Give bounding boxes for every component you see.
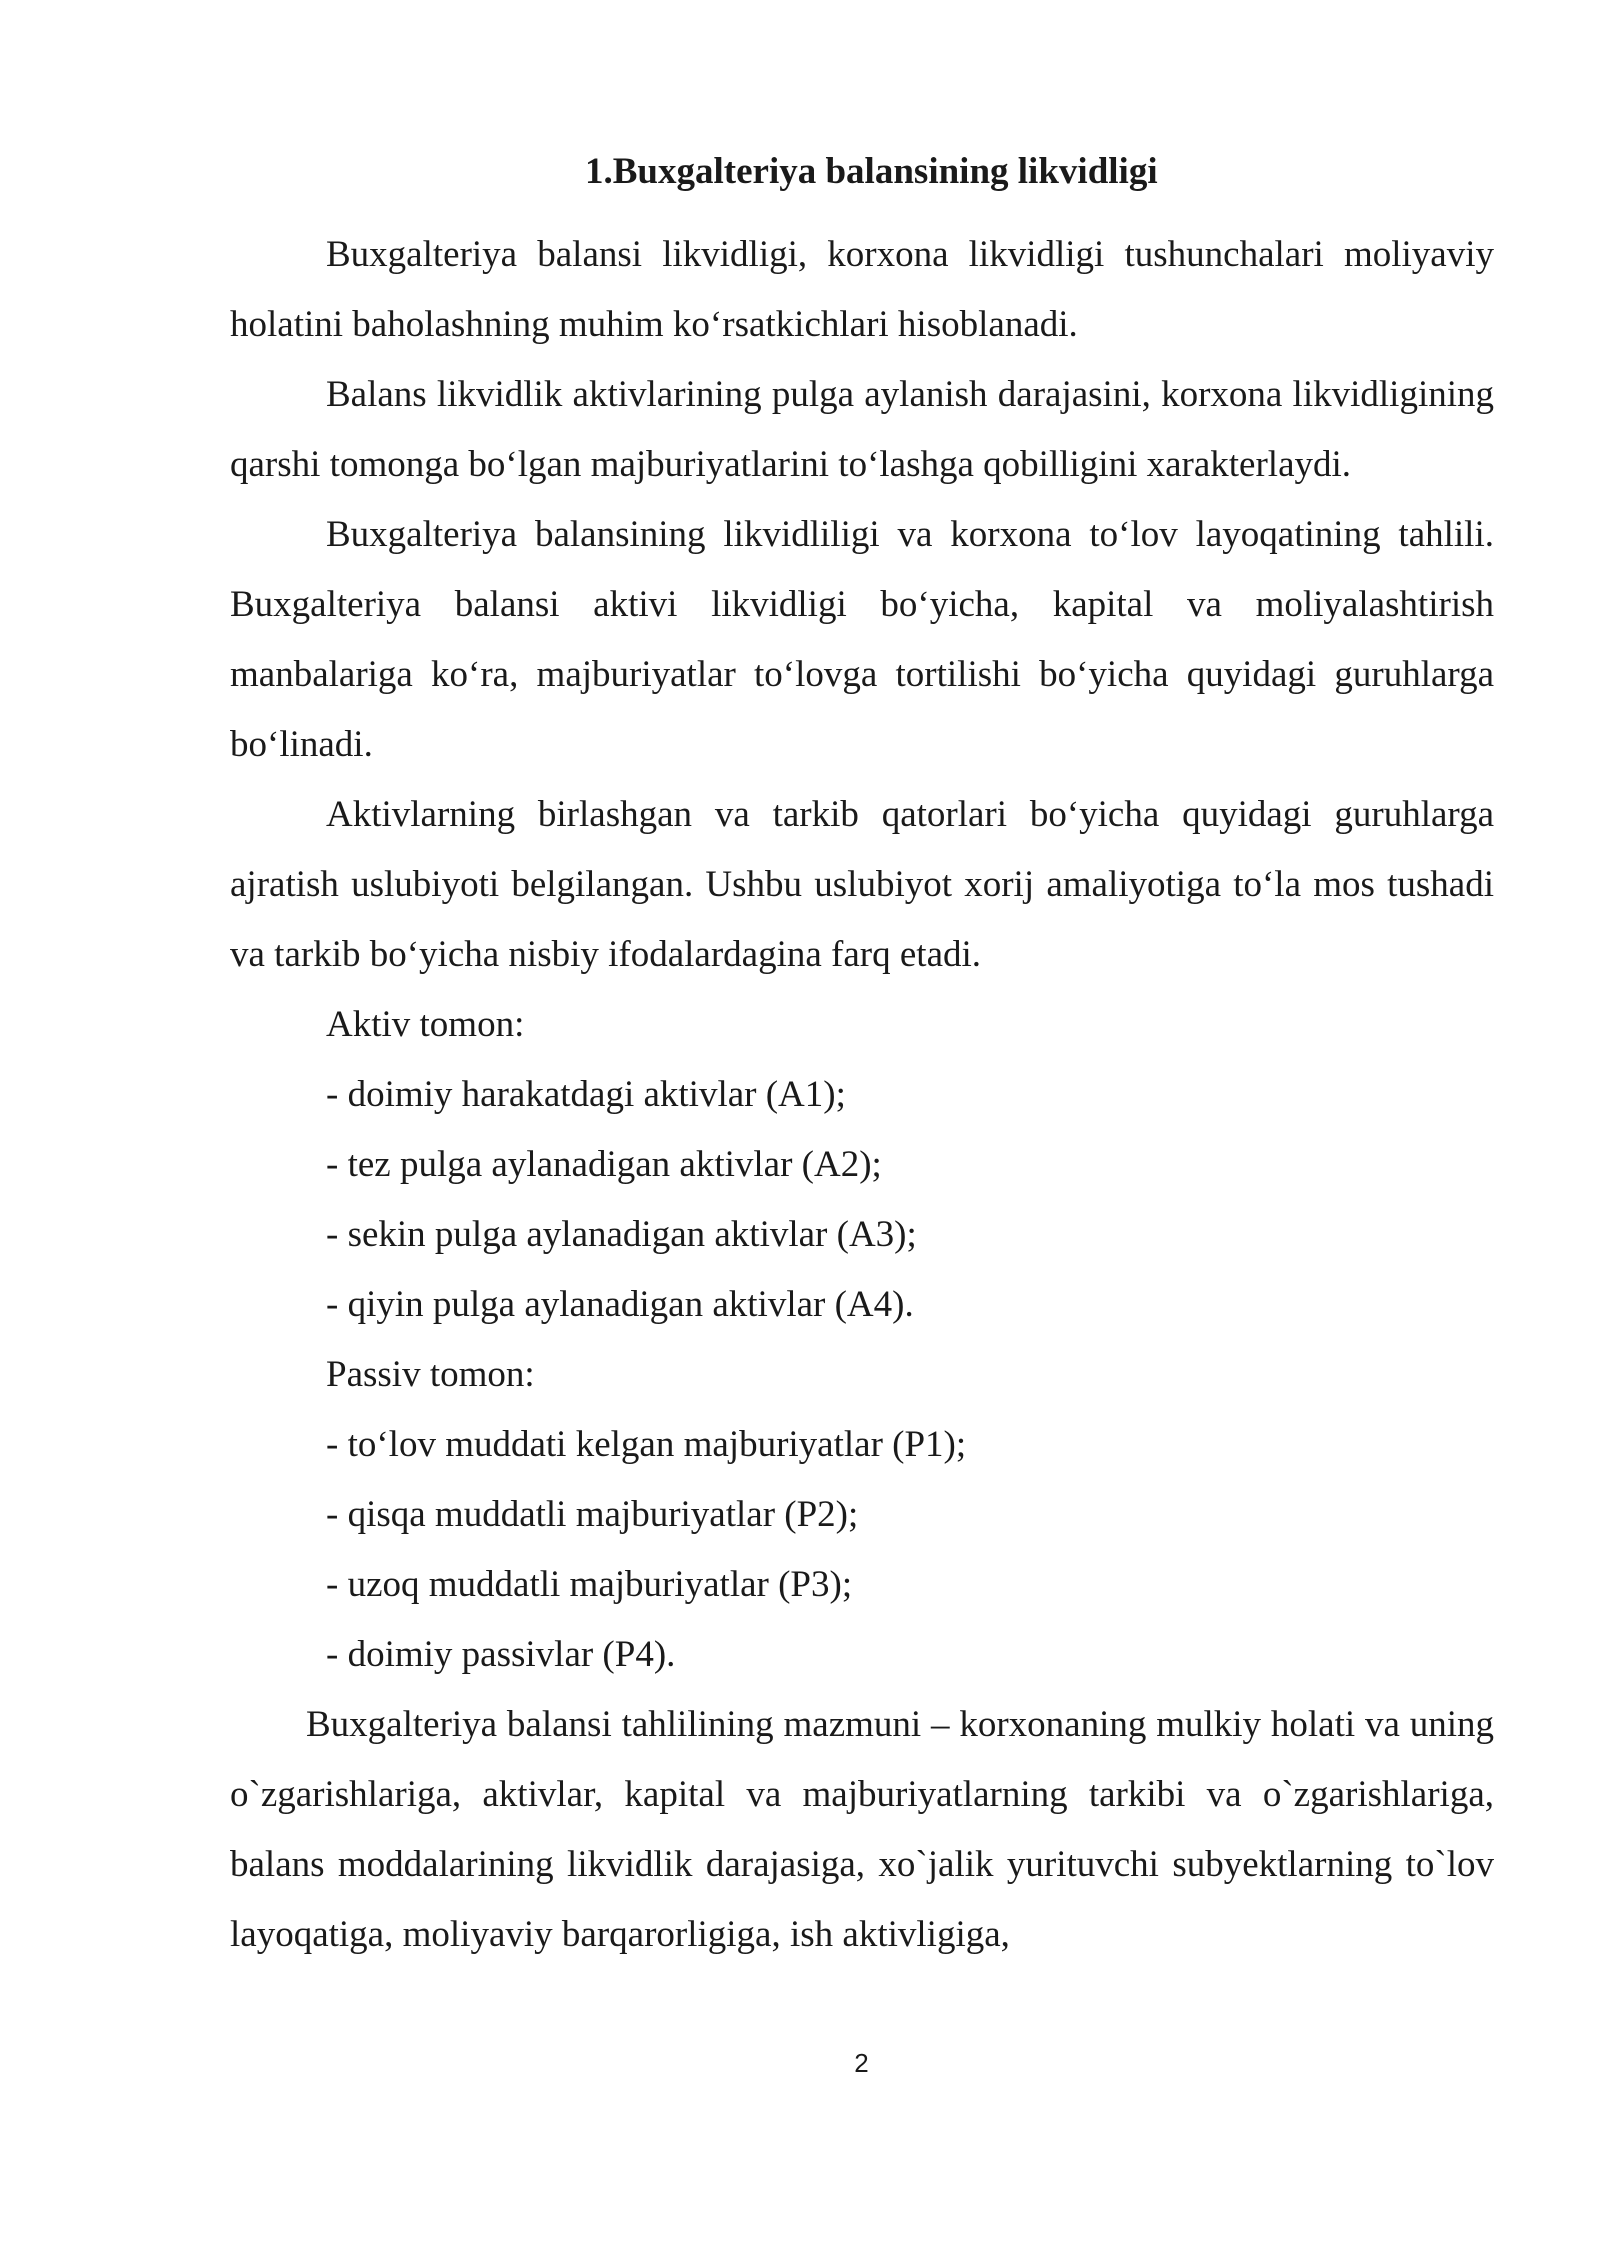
passiv-item-p3: - uzoq muddatli majburiyatlar (P3); (326, 1564, 853, 1605)
paragraph-3: Buxgalteriya balansining likvidliligi va korxona to‘lov layoqatining tahlili. Buxgalteriya balansi aktivi likvidligi bo‘yicha, kapital va moliyalashtirish manbalariga ko‘ra, majburiyatlar to‘lovga tortilishi bo‘yicha quyidagi guruhlarga bo‘linadi. (230, 514, 1494, 765)
paragraph-4: Aktivlarning birlashgan va tarkib qatorlari bo‘yicha quyidagi guruhlarga ajratish uslubiyoti belgilangan. Ushbu uslubiyot xorij amaliyotiga to‘la mos tushadi va tarkib bo‘yicha nisbiy ifodalardagina farq etadi. (230, 794, 1494, 975)
section-heading: 1.Buxgalteriya balansining likvidligi (585, 151, 1158, 192)
document-page (230, 150, 1494, 1970)
aktiv-item-a3: - sekin pulga aylanadigan aktivlar (A3); (326, 1214, 917, 1255)
passiv-item-p2: - qisqa muddatli majburiyatlar (P2); (326, 1494, 859, 1535)
final-paragraph: Buxgalteriya balansi tahlilining mazmuni – korxonaning mulkiy holati va uning o`zgarishlariga, aktivlar, kapital va majburiyatlarning tarkibi va o`zgarishlariga, balans moddalarining likvidlik darajasiga, xo`jalik yurituvchi subyektlarning to`lov layoqatiga, moliyaviy barqarorligiga, ish aktivligiga, (230, 1704, 1494, 1955)
passiv-heading: Passiv tomon: (326, 1354, 535, 1395)
paragraph-2: Balans likvidlik aktivlarining pulga aylanish darajasini, korxona likvidligining qarshi tomonga bo‘lgan majburiyatlarini to‘lashga qobilligini xarakterlaydi. (230, 374, 1494, 485)
paragraph-1: Buxgalteriya balansi likvidligi, korxona likvidligi tushunchalari moliyaviy holatini baholashning muhim ko‘rsatkichlari hisoblanadi. (230, 234, 1494, 345)
passiv-item-p4: - doimiy passivlar (P4). (326, 1634, 676, 1675)
aktiv-item-a2: - tez pulga aylanadigan aktivlar (A2); (326, 1144, 882, 1185)
aktiv-item-a4: - qiyin pulga aylanadigan aktivlar (A4). (326, 1284, 914, 1325)
page-number: 2 (854, 2048, 869, 2078)
aktiv-heading: Aktiv tomon: (326, 1004, 525, 1045)
passiv-item-p1: - to‘lov muddati kelgan majburiyatlar (P1); (326, 1424, 967, 1465)
aktiv-item-a1: - doimiy harakatdagi aktivlar (A1); (326, 1074, 846, 1115)
